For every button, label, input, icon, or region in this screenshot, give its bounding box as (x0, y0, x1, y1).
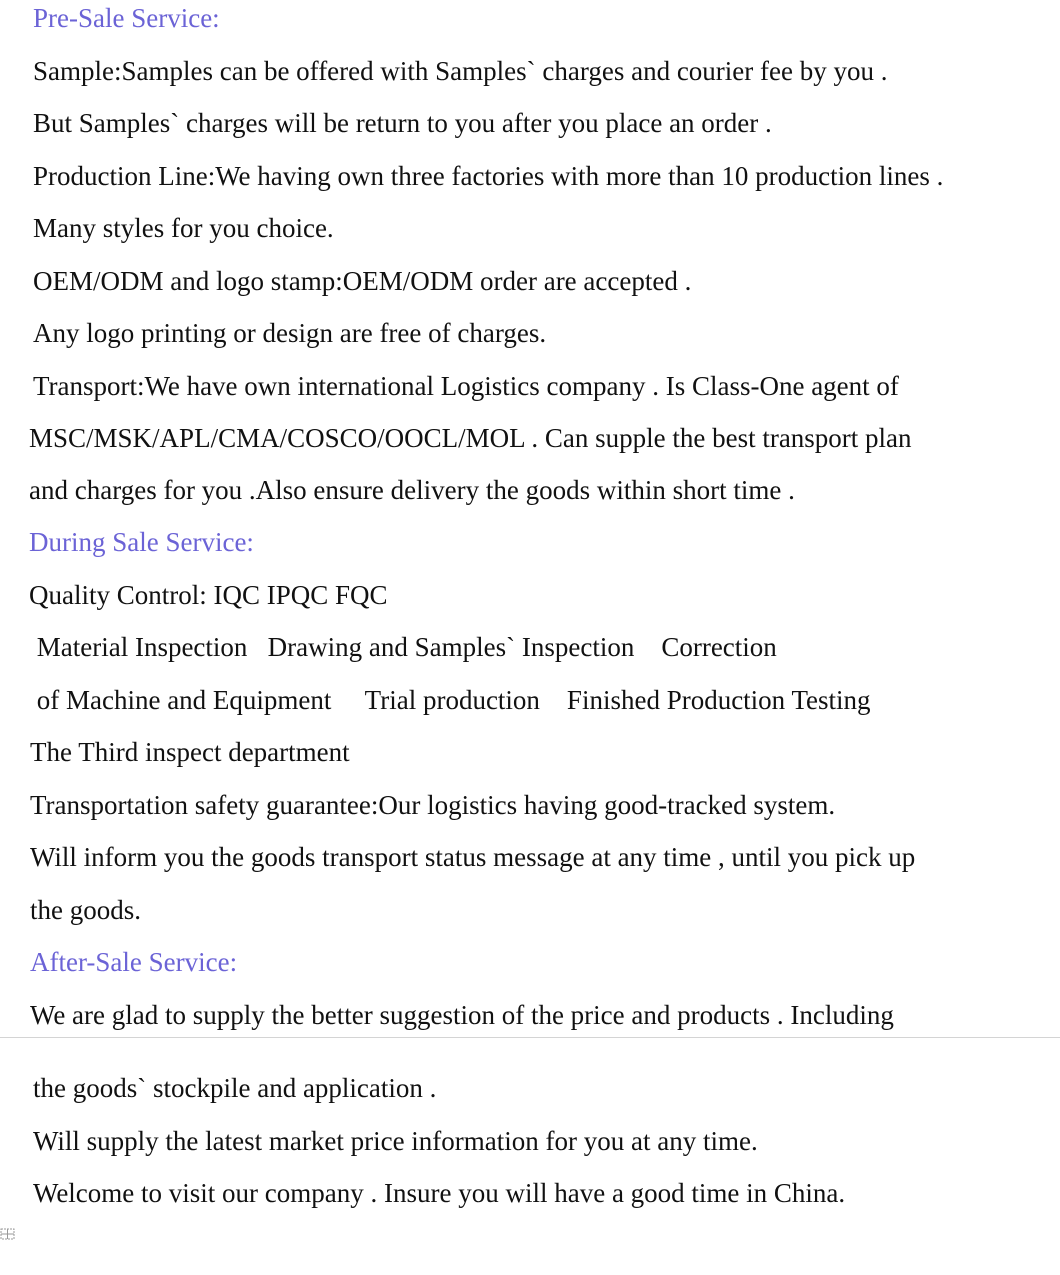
pre-sale-line: Transport:We have own international Logistics company . Is Class-One agent of (33, 371, 899, 401)
after-sale-line: the goods` stockpile and application . (33, 1073, 437, 1103)
pre-sale-line: But Samples` charges will be return to you after you place an order . (33, 108, 772, 138)
after-sale-heading: After-Sale Service: (30, 947, 238, 977)
table-move-handle-icon (0, 1228, 15, 1240)
pre-sale-line: OEM/ODM and logo stamp:OEM/ODM order are accepted . (33, 266, 692, 296)
during-sale-line: Transportation safety guarantee:Our logistics having good-tracked system. (30, 790, 836, 820)
pre-sale-line: Many styles for you choice. (33, 213, 334, 243)
during-sale-line: Material Inspection Drawing and Samples` Inspection Correction (30, 632, 777, 662)
during-sale-line: The Third inspect department (30, 737, 350, 767)
pre-sale-line: Production Line:We having own three factories with more than 10 production lines . (33, 161, 944, 191)
during-sale-heading: During Sale Service: (29, 527, 254, 557)
page-divider (0, 1037, 1060, 1038)
during-sale-line: the goods. (30, 895, 141, 925)
during-sale-line: of Machine and Equipment Trial production Finished Production Testing (30, 685, 871, 715)
pre-sale-line: and charges for you .Also ensure delivery the goods within short time . (29, 475, 795, 505)
pre-sale-line: Any logo printing or design are free of charges. (33, 318, 547, 348)
pre-sale-heading: Pre-Sale Service: (33, 3, 220, 33)
after-sale-line: Welcome to visit our company . Insure you will have a good time in China. (33, 1178, 846, 1208)
pre-sale-line: MSC/MSK/APL/CMA/COSCO/OOCL/MOL . Can supple the best transport plan (29, 423, 912, 453)
during-sale-line: Quality Control: IQC IPQC FQC (29, 580, 388, 610)
during-sale-line: Will inform you the goods transport status message at any time , until you pick up (30, 842, 916, 872)
pre-sale-line: Sample:Samples can be offered with Samples` charges and courier fee by you . (33, 56, 888, 86)
after-sale-line: Will supply the latest market price information for you at any time. (33, 1126, 758, 1156)
after-sale-line: We are glad to supply the better suggestion of the price and products . Including (30, 1000, 894, 1030)
